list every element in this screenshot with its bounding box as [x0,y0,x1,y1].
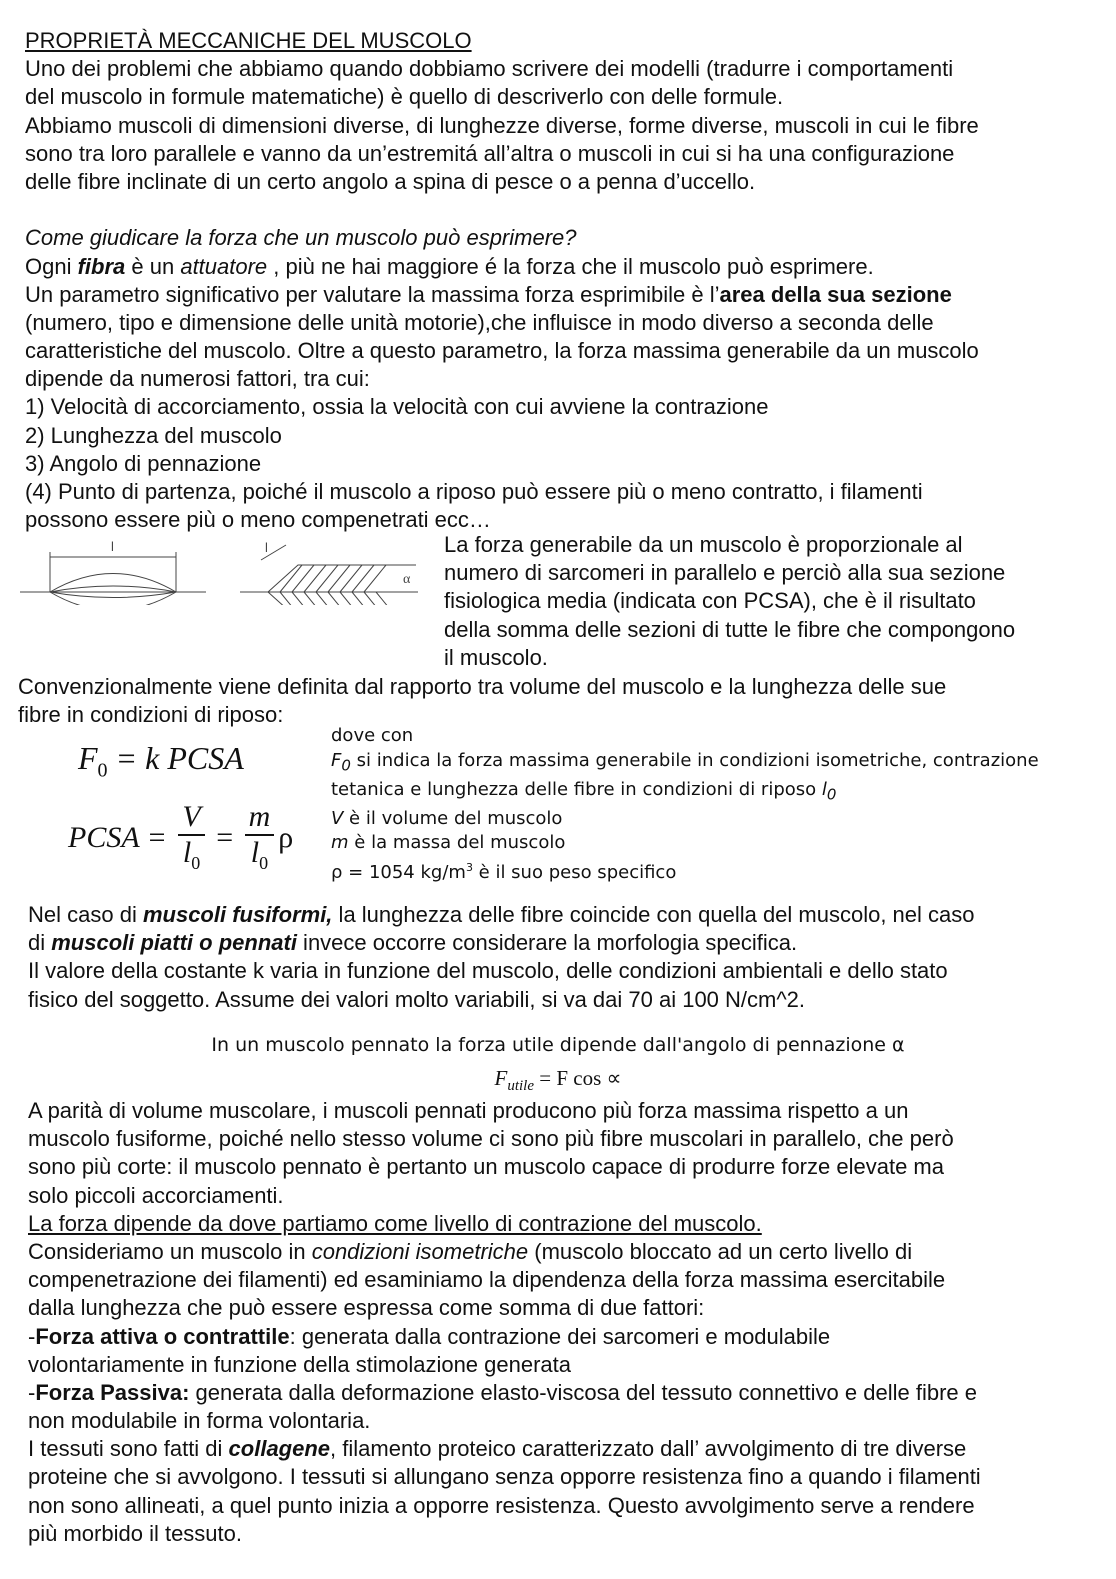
text-segment: generata dalla deformazione elasto-viscosa del tessuto connettivo e delle fibre e [189,1379,977,1405]
text-segment: La forza generabile da un muscolo è proporzionale al [444,532,963,557]
fusiform-muscle-figure [20,552,206,605]
text-segment: PROPRIETÀ MECCANICHE DEL MUSCOLO [25,28,472,53]
text-segment: Nel caso di [28,902,143,927]
text-segment: è un [125,253,181,279]
text-line [28,929,975,957]
fusiform-text [28,901,975,1014]
text-segment: dalla lunghezza che può essere espressa come somma di due fattori: [28,1295,705,1321]
text-line [444,616,1015,644]
text-segment: attuatore [180,253,268,279]
text-segment: Convenzionalmente viene definita dal rapporto tra volume del muscolo e la lunghezza delle sue [18,674,947,699]
text-segment: (muscolo bloccato ad un certo livello di [528,1238,913,1264]
text-segment: numero di sarcomeri in parallelo e perciò alla sua sezione [444,560,1006,586]
pcsa-formula: PCSA = $\frac{V}{l_0}$ = $\frac{m}{l_0}$ ρ [68,800,294,873]
text-segment: condizioni isometriche [311,1238,529,1264]
text-line [25,337,979,365]
text-segment: sono più corte: il muscolo pennato è pertanto un muscolo capace di produrre forze elevate ma [28,1154,944,1180]
text-segment: fibra [77,253,126,279]
text-segment: Il valore della costante k varia in funzione del muscolo, delle condizioni ambientali e dello stato [28,958,948,984]
text-line [28,1125,981,1153]
text-segment: I tessuti sono fatti di [28,1436,229,1462]
text-segment: Come giudicare la forza che un muscolo può esprimere? [25,225,577,251]
text-segment: delle fibre inclinate di un certo angolo a spina di pesce o a penna d’uccello. [25,168,756,194]
text-segment: del muscolo in formule matematiche) è quello di descriverlo con delle formule. [25,84,784,110]
text-line [25,309,979,337]
text-segment: della somma delle sezioni di tutte le fibre che compongono [444,616,1016,642]
text-segment: possono essere più o meno compenetrati ecc… [25,507,491,533]
pennate-caption: In un muscolo pennato la forza utile dipende dall'angolo di pennazione α [211,1034,905,1056]
text-segment: collagene [228,1436,331,1462]
text-segment: La forza dipende da dove partiamo come livello di contrazione del muscolo. [28,1210,762,1236]
text-segment: Consideriamo un muscolo in [28,1238,312,1264]
text-line [28,1379,981,1407]
pennate-fiber-length-label: l [265,540,268,555]
text-segment: il muscolo. [444,644,548,670]
text-segment: proteine che si avvolgono. I tessuti si allungano senza opporre resistenza fino a quando i filamenti [28,1464,981,1490]
text-segment: (numero, tipo e dimensione delle unità motorie),che influisce in modo diverso a seconda delle [25,309,934,335]
text-line [25,55,979,83]
useful-force-formula: $F_{utile} = F$ cos ∝ [494,1066,622,1095]
text-line [444,531,1015,559]
text-segment: di [28,930,52,956]
text-segment: dipende da numerosi fattori, tra cui: [25,366,370,392]
text-segment: Abbiamo muscoli di dimensioni diverse, di lunghezze diverse, forme diverse, muscoli in cui le fibre [25,112,979,138]
text-line [444,587,1015,615]
text-segment: , più ne hai maggiore é la forza che il muscolo può esprimere. [267,253,874,279]
text-segment: : generata dalla contrazione dei sarcomeri e modulabile [289,1323,831,1349]
pennate-text [28,1097,981,1548]
text-segment: fibre in condizioni di riposo: [18,702,284,728]
text-line [28,1407,981,1435]
text-segment: - [28,1379,36,1405]
text-line [28,1266,981,1294]
text-segment: 2) Lunghezza del muscolo [25,422,282,448]
text-line [28,1351,981,1379]
text-line [25,196,979,224]
pcsa-definition-text [18,673,946,729]
text-line [25,27,979,55]
text-line [18,673,946,701]
formula-notes: dove con $F_0$ si indica la forza massima generabile in condizioni isometriche, contrazione tetanica e lunghezza delle fibre in condizioni di riposo $l_0$ V è il volume del muscolo m è la massa del muscolo ρ = 1054 $kg/m^3$ è il suo peso specifico [331,725,1039,883]
text-segment: volontariamente in funzione della stimolazione generata [28,1351,572,1377]
text-line [25,450,979,478]
fiber-length-label: l [111,539,114,554]
text-line [28,1492,981,1520]
text-line [28,1463,981,1491]
text-segment: solo piccoli accorciamenti. [28,1182,284,1208]
text-line [25,422,979,450]
text-segment: , filamento proteico caratterizzato dall’ avvolgimento di tre diverse [330,1436,967,1462]
f0-formula: $F_0 = k$ PCSA [78,740,244,782]
text-line [25,168,979,196]
text-line [25,83,979,111]
text-line [28,1435,981,1463]
text-segment: 1) Velocità di accorciamento, ossia la velocità con cui avviene la contrazione [25,394,769,420]
text-segment: Ogni [25,253,78,279]
text-line [25,253,979,281]
text-segment: area della sua sezione [719,281,952,307]
text-segment: fisiologica media (indicata con PCSA), che è il risultato [444,588,976,614]
muscle-fiber-diagram [18,535,438,605]
text-line [28,1210,981,1238]
text-segment: non modulabile in forma volontaria. [28,1408,371,1434]
text-line [25,393,979,421]
text-segment: (4) Punto di partenza, poiché il muscolo a riposo può essere più o meno contratto, i filamenti [25,479,923,504]
text-segment: muscolo fusiforme, poiché nello stesso volume ci sono più fibre muscolari in parallelo, che però [28,1126,954,1152]
text-segment: fisico del soggetto. Assume dei valori molto variabili, si va dai 70 ai 100 N/cm^2. [28,986,806,1012]
text-line [28,957,975,985]
text-line [25,365,979,393]
text-segment: caratteristiche del muscolo. Oltre a questo parametro, la forza massima generabile da un muscolo [25,338,979,364]
text-line [25,281,979,309]
text-line [25,224,979,252]
text-segment: sono tra loro parallele e vanno da un’estremitá all’altra o muscoli in cui si ha una configurazione [25,140,955,166]
text-line [28,1238,981,1266]
text-line [28,1097,981,1125]
text-line [28,1153,981,1181]
intro-text [25,27,979,534]
text-segment: Un parametro significativo per valutare la massima forza esprimibile è l’ [25,281,720,307]
text-line [444,559,1015,587]
text-segment: invece occorre considerare la morfologia specifica. [296,930,798,956]
text-segment: più morbido il tessuto. [28,1520,242,1546]
text-segment: - [28,1323,36,1349]
text-line [444,644,1015,672]
text-line [28,901,975,929]
alpha-label: α [403,572,411,587]
text-segment: muscoli fusiformi, [142,902,333,927]
text-segment: non sono allineati, a quel punto inizia a opporre resistenza. Questo avvolgimento serve a rendere [28,1492,975,1518]
text-segment: Forza Passiva: [35,1379,190,1405]
text-segment: muscoli piatti o pennati [51,930,297,956]
text-line [25,140,979,168]
text-line [28,1182,981,1210]
text-segment: Forza attiva o contrattile [35,1323,290,1349]
text-line [28,1520,981,1548]
text-line [28,1323,981,1351]
text-segment: Uno dei problemi che abbiamo quando dobbiamo scrivere dei modelli (tradurre i comportamenti [25,56,954,82]
text-line [25,478,979,506]
text-line [28,1294,981,1322]
text-segment: A parità di volume muscolare, i muscoli pennati producono più forza massima rispetto a un [28,1098,909,1123]
text-segment: la lunghezza delle fibre coincide con quella del muscolo, nel caso [332,902,975,927]
text-segment: compenetrazione dei filamenti) ed esaminiamo la dipendenza della forza massima esercitabile [28,1267,946,1293]
text-segment: 3) Angolo di pennazione [25,450,262,476]
text-line [28,986,975,1014]
pcsa-description [444,531,1015,672]
text-line [25,112,979,140]
